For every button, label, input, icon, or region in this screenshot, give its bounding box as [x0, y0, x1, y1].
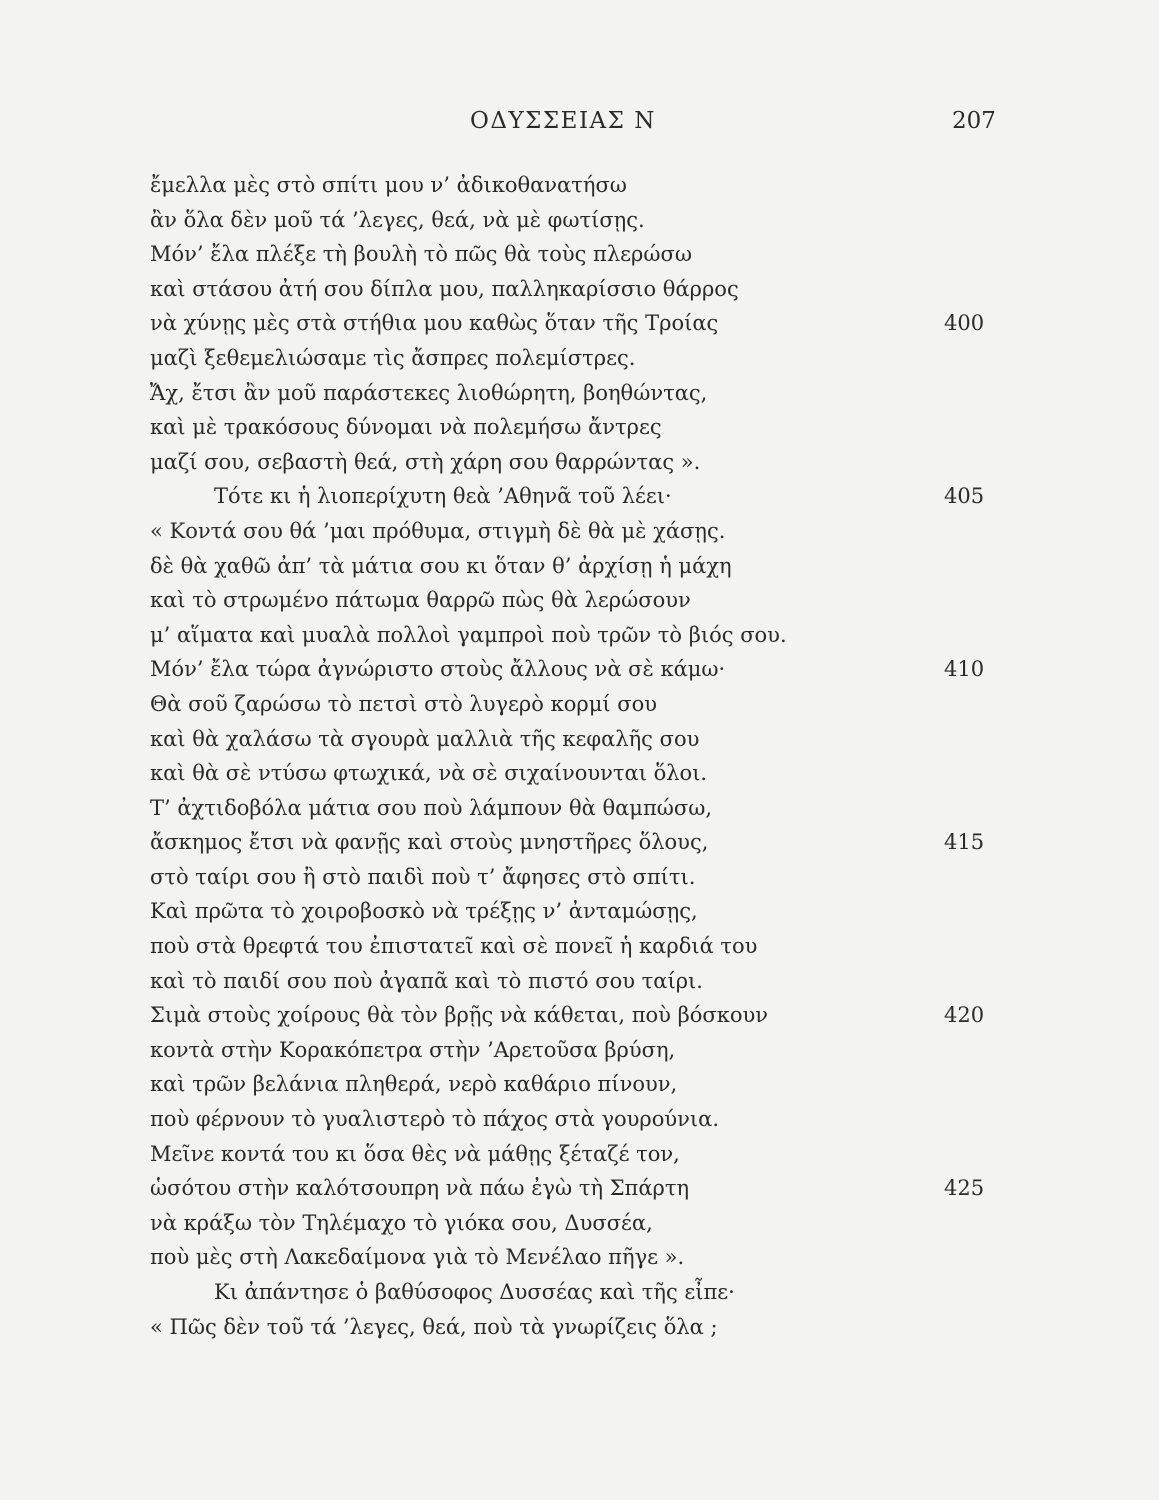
verse-text: Μόν’ ἔλα τώρα ἀγνώριστο στοὺς ἄλλους νὰ σὲ κάμω· [150, 657, 726, 682]
verse-text: καὶ τὸ στρωμένο πάτωμα θαρρῶ πὼς θὰ λερώσουν [150, 588, 691, 613]
verse-text: ὡσότου στὴν καλότσουπρη νὰ πάω ἐγὼ τὴ Σπάρτη [150, 1176, 690, 1201]
verse-line [0, 583, 1159, 618]
verse-line [0, 929, 1159, 964]
verse-text: νὰ χύνῃς μὲς στὰ στήθια μου καθὼς ὅταν τῆς Τροίας [150, 311, 719, 336]
verse-text: Ἄχ, ἔτσι ἂν μοῦ παράστεκες λιοθώρητη, βοηθώντας, [150, 380, 708, 405]
line-number: 425 [944, 1176, 985, 1201]
page-number: 207 [952, 108, 996, 134]
verse-text: καὶ θὰ χαλάσω τὰ σγουρὰ μαλλιὰ τῆς κεφαλῆς σου [150, 726, 700, 751]
verse-line [0, 1171, 1159, 1206]
verse-line [0, 306, 1159, 341]
verse-line [0, 1033, 1159, 1068]
verse-line [0, 1206, 1159, 1241]
verse-text: Τότε κι ἡ λιοπερίχυτη θεὰ ’Αθηνᾶ τοῦ λέει· [214, 484, 672, 509]
verse-line [0, 1310, 1159, 1345]
verse-text: ἄσκημος ἔτσι νὰ φανῇς καὶ στοὺς μνηστῆρες ὅλους, [150, 830, 709, 855]
verse-line [0, 1102, 1159, 1137]
verse-line [0, 1240, 1159, 1275]
verse-line [0, 341, 1159, 376]
verse-text: μαζὶ ξεθεμελιώσαμε τὶς ἄσπρες πολεμίστρες. [150, 345, 636, 370]
verse-line [0, 237, 1159, 272]
verse-text: Κι ἀπάντησε ὁ βαθύσοφος Δυσσέας καὶ τῆς εἶπε· [214, 1280, 735, 1304]
verse-text: μ’ αἵματα καὶ μυαλὰ πολλοὶ γαμπροὶ ποὺ τρῶν τὸ βιός σου. [150, 622, 787, 647]
line-number: 400 [944, 311, 985, 336]
verse-line [0, 1275, 1159, 1310]
verse-line [0, 445, 1159, 480]
line-number: 405 [944, 484, 985, 509]
verse-text: Θὰ σοῦ ζαρώσω τὸ πετσὶ στὸ λυγερὸ κορμί σου [150, 691, 657, 716]
verse-text: « Κοντά σου θά ’μαι πρόθυμα, στιγμὴ δὲ θὰ μὲ χάσῃς. [150, 518, 726, 543]
verse-line [0, 1067, 1159, 1102]
verse-text: ποὺ στὰ θρεφτά του ἐπιστατεῖ καὶ σὲ πονεῖ ἡ καρδιά του [150, 934, 758, 959]
verse-text: καὶ θὰ σὲ ντύσω φτωχικά, νὰ σὲ σιχαίνουνται ὅλοι. [150, 761, 708, 786]
line-number: 415 [944, 830, 985, 855]
verse-line [0, 376, 1159, 411]
verse-line [0, 272, 1159, 307]
verse-line [0, 479, 1159, 514]
verse-text: ἂν ὅλα δὲν μοῦ τά ’λεγες, θεά, νὰ μὲ φωτίσῃς. [150, 207, 645, 232]
verse-text: μαζί σου, σεβαστὴ θεά, στὴ χάρη σου θαρρώντας ». [150, 449, 701, 474]
verse-line [0, 168, 1159, 203]
verse-text: στὸ ταίρι σου ἢ στὸ παιδὶ ποὺ τ’ ἄφησες στὸ σπίτι. [150, 864, 696, 889]
verse-line [0, 514, 1159, 549]
verse-text: νὰ κράξω τὸν Τηλέμαχο τὸ γιόκα σου, Δυσσέα, [150, 1210, 653, 1235]
verse-text: καὶ μὲ τρακόσους δύνομαι νὰ πολεμήσω ἄντρες [150, 415, 662, 440]
running-head [0, 108, 1159, 142]
verse-line [0, 687, 1159, 722]
verse-text: δὲ θὰ χαθῶ ἀπ’ τὰ μάτια σου κι ὅταν θ’ ἀρχίσῃ ἡ μάχη [150, 553, 732, 578]
verse-text: ποὺ φέρνουν τὸ γυαλιστερὸ τὸ πάχος στὰ γουρούνια. [150, 1107, 720, 1132]
verse-line [0, 410, 1159, 445]
verse-line [0, 1137, 1159, 1172]
verse-line [0, 894, 1159, 929]
verse-text: ποὺ μὲς στὴ Λακεδαίμονα γιὰ τὸ Μενέλαο πῆγε ». [150, 1245, 685, 1270]
verse-line [0, 825, 1159, 860]
verse-line [0, 791, 1159, 826]
verse-block [0, 168, 1159, 1344]
verse-text: καὶ τὸ παιδί σου ποὺ ἀγαπᾶ καὶ τὸ πιστό σου ταίρι. [150, 968, 703, 993]
line-number: 410 [944, 657, 985, 682]
verse-line [0, 998, 1159, 1033]
verse-text: ἔμελλα μὲς στὸ σπίτι μου ν’ ἀδικοθανατήσω [150, 173, 627, 197]
verse-line [0, 860, 1159, 895]
verse-line [0, 549, 1159, 584]
verse-text: καὶ στάσου ἀτή σου δίπλα μου, παλληκαρίσσιο θάρρος [150, 276, 739, 301]
verse-line [0, 652, 1159, 687]
verse-line [0, 722, 1159, 757]
verse-text: Τ’ ἀχτιδοβόλα μάτια σου ποὺ λάμπουν θὰ θαμπώσω, [150, 795, 713, 820]
verse-text: Μεῖνε κοντά του κι ὅσα θὲς νὰ μάθῃς ξέταζέ τον, [150, 1141, 680, 1166]
verse-text: Μόν’ ἔλα πλέξε τὴ βουλὴ τὸ πῶς θὰ τοὺς πλερώσω [150, 242, 692, 267]
verse-text: Σιμὰ στοὺς χοίρους θὰ τὸν βρῇς νὰ κάθεται, ποὺ βόσκουν [150, 1003, 769, 1028]
verse-text: καὶ τρῶν βελάνια πληθερά, νερὸ καθάριο πίνουν, [150, 1072, 678, 1097]
verse-text: Καὶ πρῶτα τὸ χοιροβοσκὸ νὰ τρέξῃς ν’ ἀνταμώσῃς, [150, 899, 698, 924]
verse-text: « Πῶς δὲν τοῦ τά ’λεγες, θεά, ποὺ τὰ γνωρίζεις ὅλα ; [150, 1314, 718, 1339]
verse-line [0, 618, 1159, 653]
running-title: ΟΔΥΣΣΕΙΑΣ Ν [470, 108, 656, 134]
verse-line [0, 964, 1159, 999]
verse-text: κοντὰ στὴν Κορακόπετρα στὴν ’Αρετοῦσα βρύση, [150, 1037, 676, 1062]
verse-line [0, 756, 1159, 791]
line-number: 420 [944, 1003, 985, 1028]
verse-line [0, 203, 1159, 238]
